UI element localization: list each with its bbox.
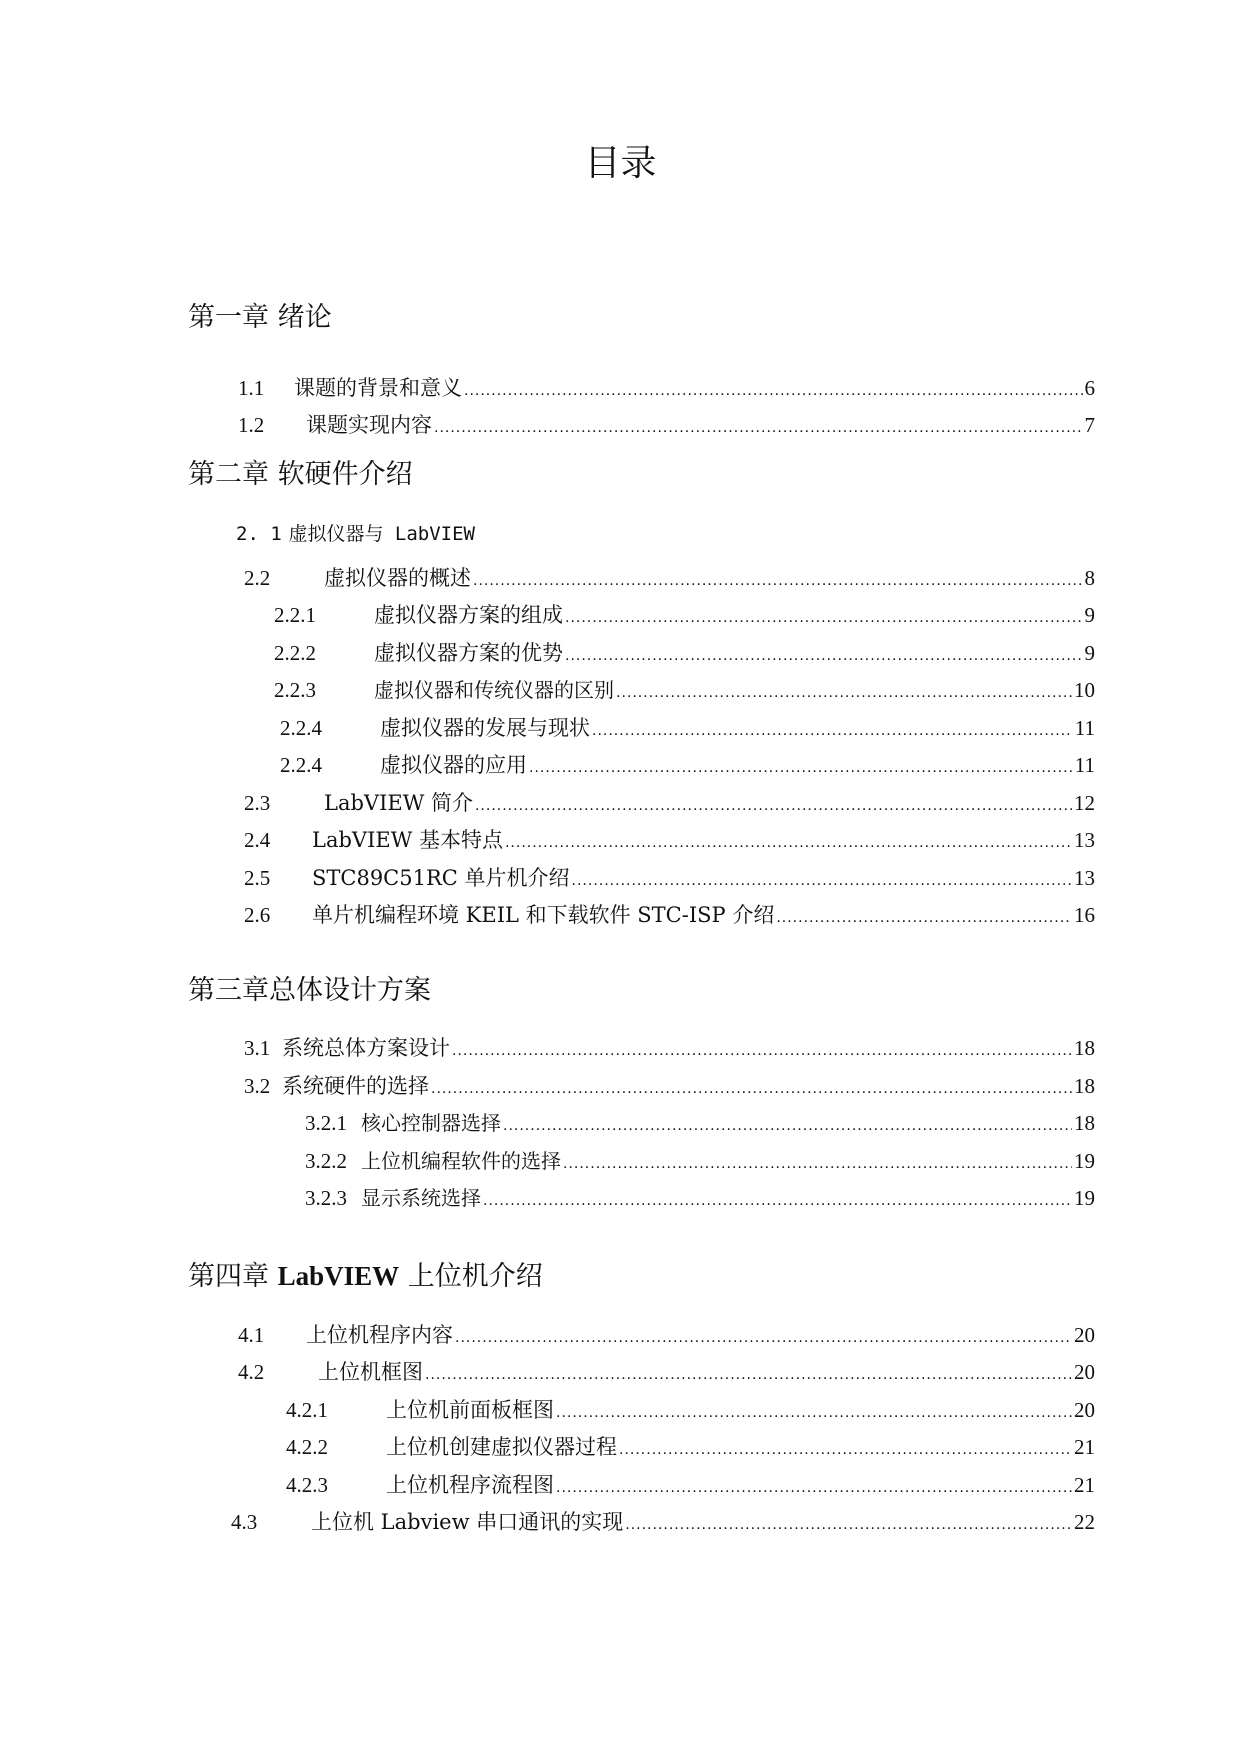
entry-number: 4.2.2: [286, 1435, 328, 1459]
entry-title: STC89C51RC 单片机介绍: [312, 866, 570, 890]
entry-title: 核心控制器选择: [361, 1111, 501, 1135]
dot-leader: [592, 716, 1073, 746]
toc-entry-2-2-1[interactable]: [274, 600, 1095, 630]
entry-title: 虚拟仪器的发展与现状: [380, 716, 590, 740]
entry-page-number: 12: [1074, 791, 1095, 815]
entry-page-number: 20: [1074, 1360, 1095, 1384]
chapter-1-heading: 第一章 绪论: [188, 302, 332, 333]
dot-leader: [503, 1111, 1072, 1141]
entry-number: 1.2: [238, 413, 265, 437]
toc-entry-4-2-1[interactable]: [286, 1395, 1095, 1425]
toc-entry-3-1[interactable]: [244, 1033, 1095, 1063]
toc-entry-2-6[interactable]: [244, 900, 1095, 930]
toc-entry-2-3[interactable]: [244, 788, 1095, 818]
toc-entry-1-2[interactable]: [238, 410, 1095, 440]
entry-number: 2.5: [244, 866, 271, 890]
toc-entry-2-1[interactable]: [236, 518, 475, 549]
chapter-4-bold-term: LabVIEW: [277, 1261, 400, 1291]
entry-title: 系统总体方案设计: [282, 1036, 450, 1060]
entry-title: 虚拟仪器方案的优势: [374, 641, 563, 665]
entry-title: 显示系统选择: [361, 1186, 481, 1210]
dot-leader: [529, 753, 1073, 783]
dot-leader: [556, 1398, 1072, 1428]
entry-number: 3.2.2: [305, 1149, 347, 1173]
entry-page-number: 7: [1084, 413, 1095, 437]
entry-number: 4.2.3: [286, 1473, 328, 1497]
toc-entry-3-2-1[interactable]: [305, 1108, 1095, 1138]
entry-number: 2.2.1: [274, 603, 316, 627]
entry-title: 上位机程序内容: [306, 1323, 453, 1347]
entry-title: 课题的背景和意义: [294, 376, 462, 400]
entry-title: 上位机前面板框图: [386, 1398, 554, 1422]
entry-number: 2.2.4: [280, 716, 322, 740]
dot-leader: [483, 1186, 1072, 1216]
dot-leader: [505, 828, 1072, 858]
chapter-4-prefix: 第四章: [188, 1261, 278, 1292]
entry-number: 1.1: [238, 376, 265, 400]
entry-number: 3.1: [244, 1036, 271, 1060]
dot-leader: [473, 566, 1083, 596]
entry-page-number: 19: [1074, 1149, 1095, 1173]
dot-leader: [431, 1074, 1072, 1104]
dot-leader: [565, 641, 1083, 671]
toc-entry-4-2-3[interactable]: [286, 1470, 1095, 1500]
dot-leader: [434, 413, 1083, 443]
entry-number: 2.2.4: [280, 753, 322, 777]
entry-page-number: 11: [1074, 753, 1095, 777]
entry-page-number: 10: [1074, 678, 1095, 702]
entry-title: LabVIEW 简介: [324, 791, 473, 815]
dot-leader: [455, 1323, 1072, 1353]
toc-entry-4-2[interactable]: [238, 1357, 1095, 1387]
entry-number: 2. 1: [236, 523, 282, 545]
entry-number: 4.3: [231, 1510, 258, 1534]
dot-leader: [619, 1435, 1072, 1465]
entry-number: 2.2.3: [274, 678, 316, 702]
entry-page-number: 16: [1074, 903, 1095, 927]
entry-number: 3.2: [244, 1074, 271, 1098]
entry-number: 2.4: [244, 828, 271, 852]
toc-entry-2-2-4-b[interactable]: [280, 750, 1095, 780]
entry-page-number: 19: [1074, 1186, 1095, 1210]
dot-leader: [475, 791, 1072, 821]
entry-page-number: 21: [1074, 1473, 1095, 1497]
entry-page-number: 20: [1074, 1398, 1095, 1422]
entry-page-number: 21: [1074, 1435, 1095, 1459]
entry-number: 2.3: [244, 791, 271, 815]
entry-title: 虚拟仪器和传统仪器的区别: [374, 678, 614, 702]
dot-leader: [625, 1510, 1072, 1540]
entry-number: 2.2: [244, 566, 271, 590]
entry-title: 上位机创建虚拟仪器过程: [386, 1435, 617, 1459]
entry-number: 2.6: [244, 903, 271, 927]
toc-entry-2-2[interactable]: [244, 563, 1095, 593]
dot-leader: [565, 603, 1083, 633]
entry-title: 虚拟仪器的应用: [380, 753, 527, 777]
entry-title: LabVIEW 基本特点: [312, 828, 503, 852]
dot-leader: [572, 866, 1072, 896]
entry-title: 上位机程序流程图: [386, 1473, 554, 1497]
entry-number: 2.2.2: [274, 641, 316, 665]
dot-leader: [425, 1360, 1072, 1390]
toc-entry-2-4[interactable]: [244, 825, 1095, 855]
entry-title: 虚拟仪器方案的组成: [374, 603, 563, 627]
chapter-4-heading: [188, 1258, 543, 1295]
toc-entry-2-5[interactable]: [244, 863, 1095, 893]
chapter-4-suffix: 上位机介绍: [399, 1261, 543, 1292]
entry-title: 虚拟仪器与 LabVIEW: [288, 523, 475, 545]
entry-page-number: 9: [1084, 641, 1095, 665]
entry-number: 4.2: [238, 1360, 265, 1384]
toc-entry-4-1[interactable]: [238, 1320, 1095, 1350]
toc-entry-2-2-2[interactable]: [274, 638, 1095, 668]
dot-leader: [556, 1473, 1072, 1503]
toc-entry-4-3[interactable]: [231, 1507, 1095, 1537]
entry-page-number: 13: [1074, 828, 1095, 852]
entry-page-number: 18: [1074, 1036, 1095, 1060]
entry-page-number: 18: [1074, 1074, 1095, 1098]
dot-leader: [616, 678, 1072, 708]
chapter-3-heading: 第三章总体设计方案: [188, 975, 431, 1006]
dot-leader: [776, 903, 1072, 933]
dot-leader: [452, 1036, 1072, 1066]
entry-page-number: 20: [1074, 1323, 1095, 1347]
entry-title: 系统硬件的选择: [282, 1074, 429, 1098]
toc-entry-2-2-4-a[interactable]: [280, 713, 1095, 743]
entry-title: 课题实现内容: [306, 413, 432, 437]
entry-number: 4.2.1: [286, 1398, 328, 1422]
entry-number: 3.2.1: [305, 1111, 347, 1135]
toc-entry-3-2[interactable]: [244, 1071, 1095, 1101]
entry-number: 4.1: [238, 1323, 265, 1347]
entry-title: 单片机编程环境 KEIL 和下载软件 STC-ISP 介绍: [312, 903, 775, 927]
entry-page-number: 18: [1074, 1111, 1095, 1135]
entry-title: 上位机框图: [318, 1360, 423, 1384]
entry-title: 上位机编程软件的选择: [361, 1149, 561, 1173]
entry-title: 上位机 Labview 串口通讯的实现: [311, 1510, 624, 1534]
entry-page-number: 22: [1074, 1510, 1095, 1534]
entry-page-number: 6: [1084, 376, 1095, 400]
toc-entry-2-2-3[interactable]: [274, 675, 1095, 705]
entry-number: 3.2.3: [305, 1186, 347, 1210]
toc-entry-4-2-2[interactable]: [286, 1432, 1095, 1462]
toc-entry-3-2-3[interactable]: [305, 1183, 1095, 1213]
entry-page-number: 9: [1084, 603, 1095, 627]
entry-title: 虚拟仪器的概述: [324, 566, 471, 590]
entry-page-number: 11: [1074, 716, 1095, 740]
dot-leader: [563, 1149, 1072, 1179]
toc-entry-3-2-2[interactable]: [305, 1146, 1095, 1176]
page-title: 目录: [584, 143, 657, 184]
dot-leader: [464, 376, 1083, 406]
entry-page-number: 8: [1084, 566, 1095, 590]
chapter-2-heading: 第二章 软硬件介绍: [188, 459, 413, 490]
entry-page-number: 13: [1074, 866, 1095, 890]
toc-entry-1-1[interactable]: [238, 373, 1095, 403]
